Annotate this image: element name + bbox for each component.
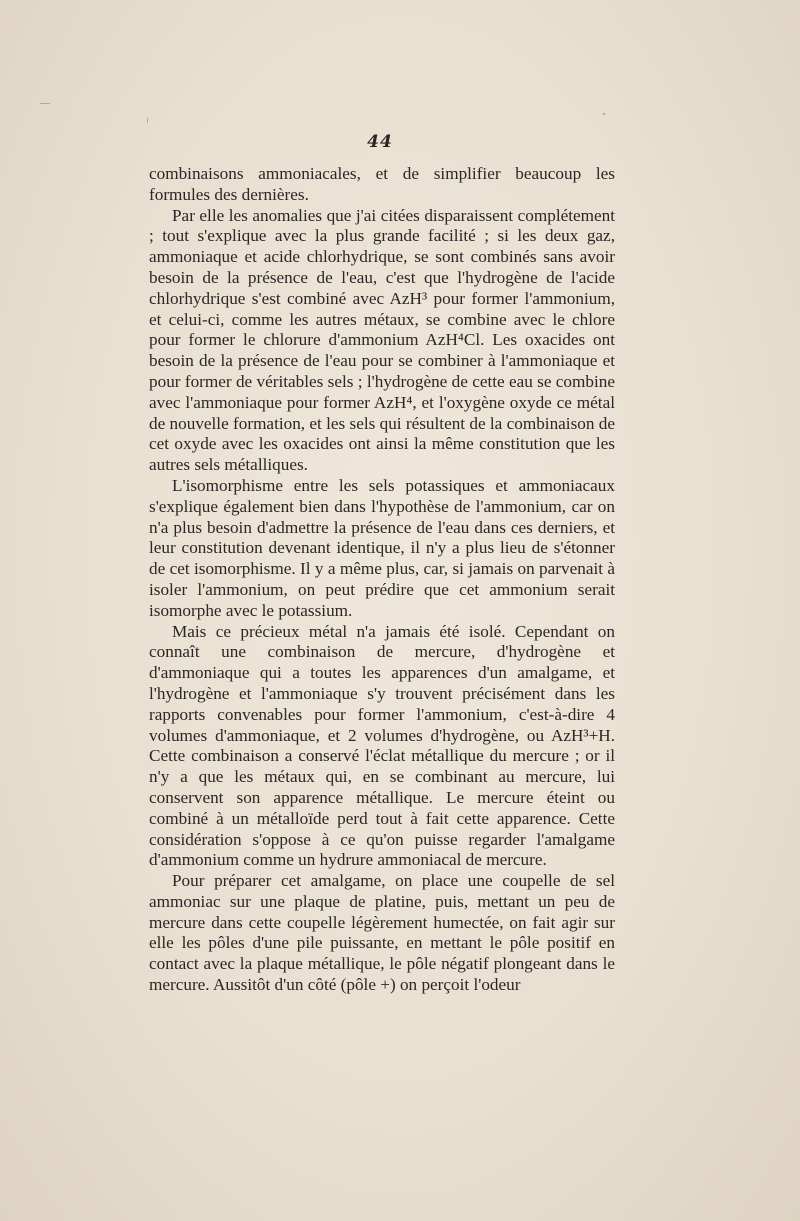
paragraph: combinaisons ammoniacales, et de simplifier beaucoup les formules des dernières. bbox=[149, 164, 615, 204]
page-number: 44 bbox=[367, 132, 393, 152]
paper-speck bbox=[40, 103, 50, 104]
paragraph: Mais ce précieux métal n'a jamais été isolé. Cependant on connaît une combinaison de mercure, d'hydrogène et d'ammoniaque qui a toutes les apparences d'un amalgame, et l'hydrogène et l'ammoniaque s'y trouvent précisément dans les rapports convenables pour former l'ammonium, c'est-à-dire 4 volumes d'ammoniaque, et 2 volumes d'hydrogène, ou AzH³+H. Cette combinaison a conservé l'éclat métallique du mercure ; or il n'y a que les métaux qui, en se combinant au mercure, lui conservent son apparence métallique. Le mercure éteint ou combiné à un métalloïde perd tout à fait cette apparence. Cette considération s'oppose à ce qu'on puisse regarder l'amalgame d'ammonium comme un hydrure ammoniacal de mercure. bbox=[149, 621, 615, 870]
body-text bbox=[149, 164, 615, 996]
paper-speck bbox=[147, 118, 148, 123]
paper-speck bbox=[603, 113, 605, 115]
paragraph: Par elle les anomalies que j'ai citées disparaissent complétement ; tout s'explique avec la plus grande facilité ; si les deux gaz, ammoniaque et acide chlorhydrique, se sont combinés sans avoir besoin de la présence de l'eau, c'est que l'hydrogène de l'acide chlorhydrique s'est combiné avec AzH³ pour former l'ammonium, et celui-ci, comme les autres métaux, se combine avec le chlore pour former le chlorure d'ammonium AzH⁴Cl. Les oxacides ont besoin de la présence de l'eau pour se combiner à l'ammoniaque et pour former de véritables sels ; l'hydrogène de cette eau se combine avec l'ammoniaque pour former AzH⁴, et l'oxygène oxyde ce métal de nouvelle formation, et les sels qui résultent de la combinaison de cet oxyde avec les oxacides ont ainsi la même constitution que les autres sels métalliques. bbox=[149, 205, 615, 475]
paragraph: L'isomorphisme entre les sels potassiques et ammoniacaux s'explique également bien dans l'hypothèse de l'ammonium, car on n'a plus besoin d'admettre la présence de l'eau dans ces derniers, et leur constitution devenant identique, il n'y a plus lieu de s'étonner de cet isomorphisme. Il y a même plus, car, si jamais on parvenait à isoler l'ammonium, on peut prédire que cet ammonium serait isomorphe avec le potassium. bbox=[149, 475, 615, 620]
paragraph: Pour préparer cet amalgame, on place une coupelle de sel ammoniac sur une plaque de platine, puis, mettant un peu de mercure dans cette coupelle légèrement humectée, on fait agir sur elle les pôles d'une pile puissante, en mettant le pôle positif en contact avec la plaque métallique, le pôle négatif plongeant dans le mercure. Aussitôt d'un côté (pôle +) on perçoit l'odeur bbox=[149, 871, 615, 995]
